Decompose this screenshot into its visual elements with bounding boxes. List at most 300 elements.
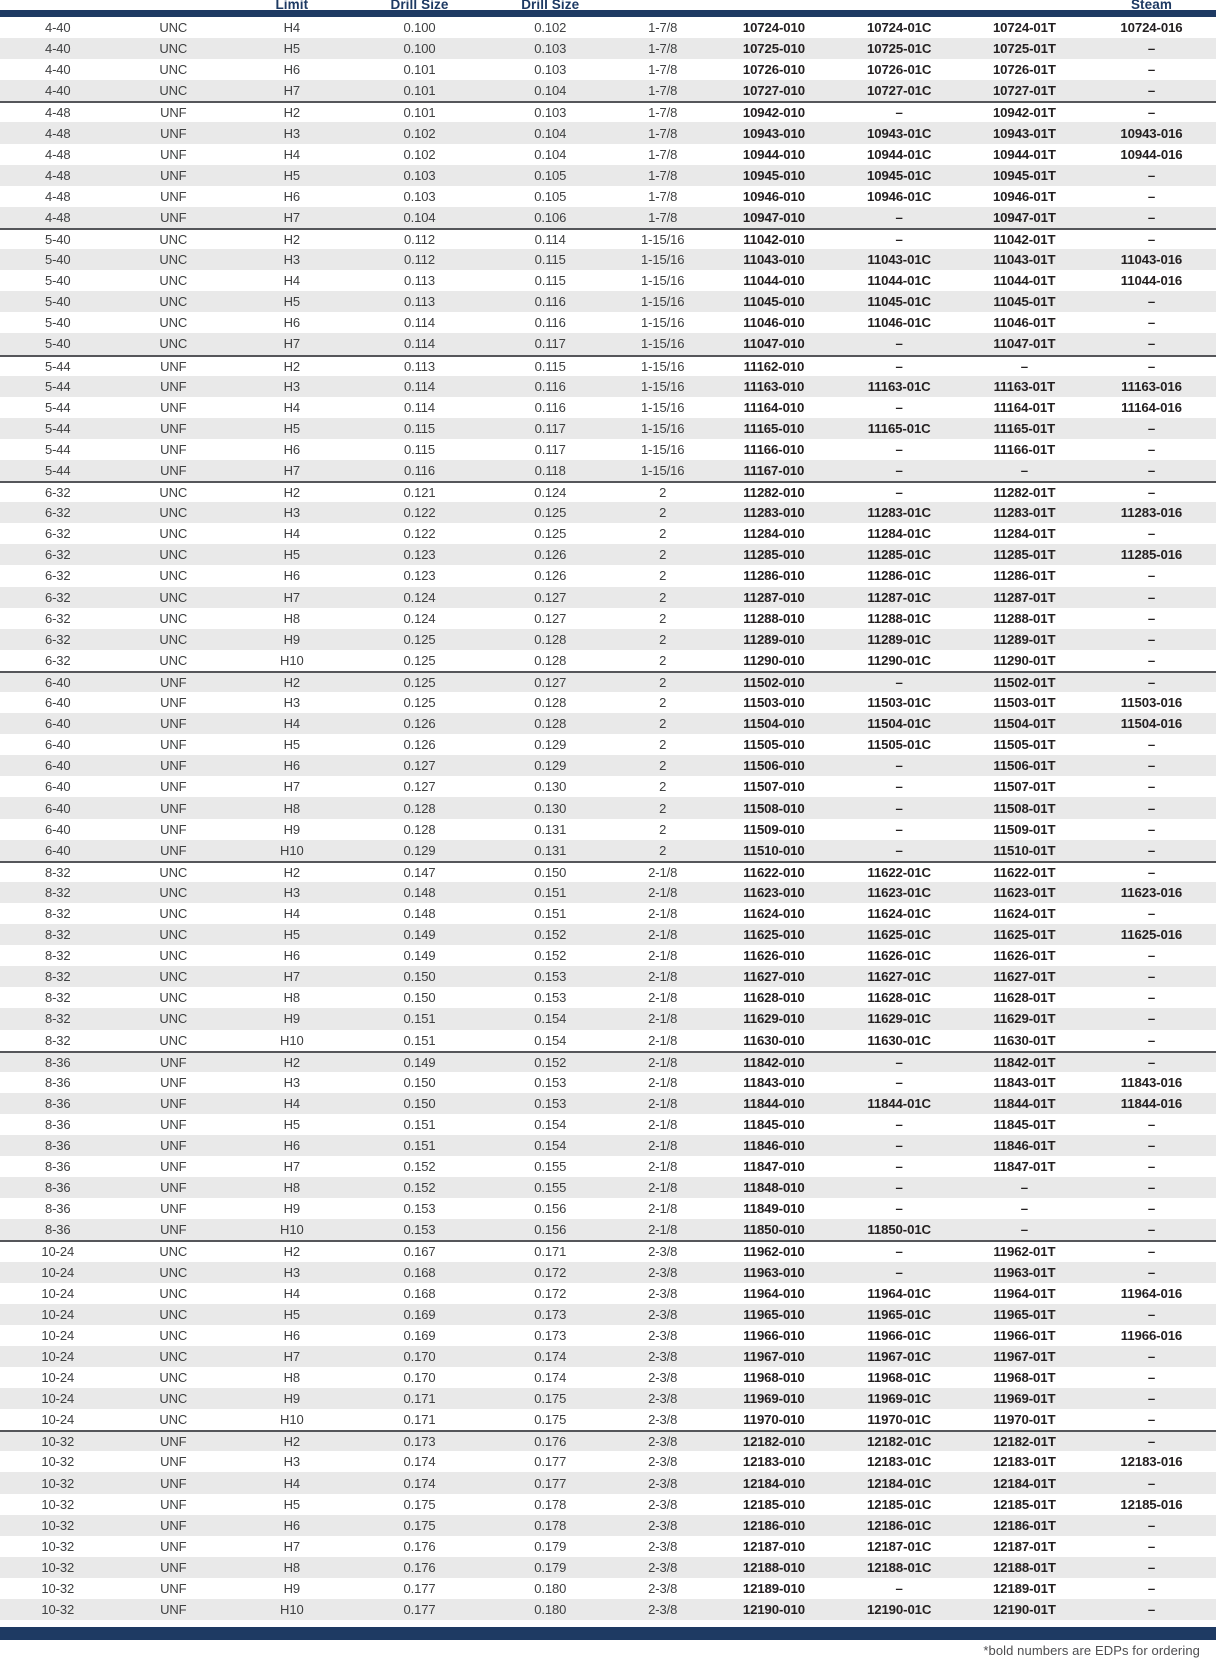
table-row: [0, 966, 1216, 987]
cell-edp-plug: 11968-010: [743, 1370, 805, 1386]
cell-edp-01c: 12185-01C: [866, 1496, 932, 1512]
table-row: [0, 776, 1216, 797]
table-row: [0, 1557, 1216, 1578]
cell-drill-size-max: 0.153: [534, 969, 567, 985]
cell-drill-size-min: 0.176: [403, 1538, 436, 1554]
cell-drill-size-max: 0.124: [534, 485, 567, 501]
cell-thread-size: 8-32: [44, 884, 71, 900]
cell-limit: H2: [283, 1434, 301, 1450]
cell-edp-plug: 11165-010: [743, 420, 805, 436]
cell-thread-series: UNF: [160, 1475, 187, 1491]
cell-edp-plug: 12187-010: [742, 1538, 806, 1554]
cell-overall-length: 1-15/16: [640, 231, 685, 247]
cell-thread-series: UNF: [160, 1434, 187, 1450]
cell-limit: H8: [283, 990, 301, 1006]
cell-drill-size-min: 0.151: [403, 1116, 436, 1132]
cell-edp-plug: 12186-010: [742, 1517, 806, 1533]
cell-edp-plug: 11850-010: [743, 1222, 805, 1238]
cell-drill-size-max: 0.128: [534, 695, 567, 711]
cell-edp-01t: 10945-01T: [992, 167, 1056, 183]
cell-edp-steam: 11283-016: [1120, 505, 1183, 521]
cell-edp-01t: 11844-01T: [993, 1095, 1056, 1111]
cell-edp-01t: 10947-01T: [992, 209, 1056, 225]
cell-limit: H3: [283, 1264, 301, 1280]
cell-edp-plug: 11842-010: [743, 1054, 805, 1070]
cell-edp-plug: 11042-010: [743, 231, 805, 247]
cell-edp-01t: 11630-01T: [993, 1032, 1056, 1048]
column-header-blank-1: [116, 0, 232, 12]
cell-thread-size: 5-44: [44, 420, 71, 436]
cell-edp-plug: 11290-010: [743, 652, 805, 668]
cell-drill-size-max: 0.155: [534, 1159, 567, 1175]
cell-overall-length: 2: [659, 779, 667, 795]
cell-drill-size-max: 0.178: [534, 1496, 567, 1512]
cell-overall-length: 1-7/8: [648, 41, 678, 57]
cell-thread-size: 6-40: [44, 821, 71, 837]
cell-drill-size-max: 0.116: [534, 294, 566, 310]
cell-drill-size-max: 0.175: [534, 1391, 567, 1407]
cell-edp-plug: 11970-010: [743, 1412, 805, 1428]
cell-drill-size-min: 0.104: [403, 209, 436, 225]
cell-edp-plug: 11506-010: [743, 758, 805, 774]
cell-edp-01t: 11628-01T: [993, 990, 1056, 1006]
cell-edp-steam: –: [1147, 463, 1156, 479]
cell-limit: H8: [283, 800, 301, 816]
table-row: [0, 122, 1216, 143]
cell-edp-plug: 11502-010: [743, 674, 805, 690]
cell-thread-series: UNF: [160, 800, 187, 816]
cell-edp-plug: 11848-010: [743, 1180, 805, 1196]
cell-edp-plug: 11623-010: [743, 884, 805, 900]
cell-thread-series: UNF: [160, 1180, 187, 1196]
cell-limit: H10: [280, 1602, 304, 1618]
cell-edp-01c: 10944-01C: [866, 146, 932, 162]
table-row: [0, 1072, 1216, 1093]
cell-drill-size-min: 0.126: [403, 737, 436, 753]
table-row: [0, 544, 1216, 565]
cell-overall-length: 2-1/8: [648, 1116, 678, 1132]
cell-edp-steam: –: [1147, 105, 1156, 121]
cell-overall-length: 2-1/8: [648, 1180, 678, 1196]
cell-thread-series: UNC: [159, 1327, 188, 1343]
cell-drill-size-max: 0.125: [534, 505, 567, 521]
table-row: [0, 59, 1216, 80]
cell-drill-size-min: 0.128: [403, 800, 436, 816]
table-row: [0, 671, 1216, 692]
cell-overall-length: 2: [659, 547, 667, 563]
table-row: [0, 1367, 1216, 1388]
cell-thread-size: 8-36: [44, 1222, 71, 1238]
cell-edp-steam: –: [1147, 737, 1156, 753]
cell-drill-size-min: 0.101: [403, 62, 436, 78]
table-row: [0, 840, 1216, 861]
cell-edp-steam: –: [1147, 1244, 1156, 1260]
cell-edp-plug: 11846-010: [743, 1138, 805, 1154]
cell-edp-01c: 11504-01C: [867, 716, 931, 732]
cell-overall-length: 1-15/16: [640, 294, 685, 310]
cell-limit: H4: [283, 20, 301, 36]
cell-edp-steam: –: [1147, 1559, 1156, 1575]
cell-edp-plug: 10946-010: [742, 188, 806, 204]
cell-edp-01t: 11965-01T: [993, 1306, 1056, 1322]
cell-limit: H9: [283, 1580, 301, 1596]
cell-overall-length: 1-7/8: [648, 188, 678, 204]
cell-edp-01c: 11625-01C: [867, 927, 931, 943]
cell-drill-size-min: 0.152: [403, 1159, 436, 1175]
cell-overall-length: 2-1/8: [648, 1095, 678, 1111]
cell-drill-size-max: 0.117: [534, 441, 566, 457]
cell-drill-size-max: 0.127: [534, 674, 567, 690]
table-row: [0, 1409, 1216, 1430]
table-row: [0, 1198, 1216, 1219]
cell-overall-length: 2: [659, 589, 667, 605]
cell-edp-steam: –: [1147, 969, 1156, 985]
cell-edp-01c: –: [895, 485, 903, 501]
cell-edp-01t: 11287-01T: [993, 589, 1056, 605]
table-row: [0, 1283, 1216, 1304]
cell-drill-size-max: 0.102: [534, 20, 567, 36]
cell-edp-01c: –: [895, 1138, 903, 1154]
table-row: [0, 165, 1216, 186]
cell-drill-size-min: 0.116: [403, 463, 436, 479]
cell-thread-size: 5-40: [44, 294, 71, 310]
cell-overall-length: 1-15/16: [640, 336, 685, 352]
cell-edp-steam: –: [1147, 358, 1156, 374]
cell-edp-plug: 11164-010: [743, 399, 805, 415]
cell-drill-size-min: 0.113: [403, 358, 436, 374]
cell-overall-length: 2-3/8: [648, 1391, 678, 1407]
cell-thread-size: 4-40: [44, 62, 71, 78]
cell-edp-01c: –: [895, 1580, 903, 1596]
cell-edp-01t: 11507-01T: [993, 779, 1056, 795]
cell-thread-series: UNC: [159, 905, 188, 921]
cell-edp-01t: 11510-01T: [993, 842, 1056, 858]
cell-edp-steam: –: [1147, 231, 1156, 247]
cell-edp-steam: –: [1147, 758, 1156, 774]
cell-edp-plug: 12188-010: [742, 1559, 806, 1575]
cell-limit: H2: [283, 674, 301, 690]
cell-edp-01t: 11845-01T: [993, 1116, 1056, 1132]
cell-limit: H9: [283, 1011, 301, 1027]
cell-overall-length: 2: [659, 800, 667, 816]
cell-edp-01c: 11850-01C: [867, 1222, 931, 1238]
cell-edp-01c: 11046-01C: [867, 315, 931, 331]
cell-overall-length: 2: [659, 737, 667, 753]
cell-thread-series: UNC: [159, 884, 188, 900]
cell-drill-size-min: 0.125: [403, 652, 436, 668]
cell-edp-steam: 10943-016: [1120, 125, 1183, 141]
cell-thread-series: UNC: [159, 547, 188, 563]
cell-drill-size-max: 0.176: [534, 1434, 567, 1450]
cell-drill-size-min: 0.127: [403, 758, 436, 774]
cell-edp-01t: 10725-01T: [992, 41, 1056, 57]
cell-edp-01c: 12186-01C: [866, 1517, 932, 1533]
cell-edp-plug: 10725-010: [742, 41, 806, 57]
cell-drill-size-min: 0.151: [403, 1032, 436, 1048]
cell-limit: H7: [283, 336, 301, 352]
cell-thread-series: UNC: [159, 1011, 188, 1027]
cell-overall-length: 2-3/8: [648, 1517, 678, 1533]
column-header-limit-2: Limit: [275, 0, 309, 12]
cell-edp-01t: 12183-01T: [992, 1454, 1056, 1470]
cell-edp-01c: 11045-01C: [867, 294, 931, 310]
cell-edp-01c: –: [895, 441, 903, 457]
table-row: [0, 1177, 1216, 1198]
cell-thread-series: UNC: [159, 1348, 188, 1364]
cell-edp-01c: –: [895, 336, 903, 352]
cell-thread-size: 8-36: [44, 1054, 71, 1070]
cell-thread-size: 6-40: [44, 779, 71, 795]
cell-edp-01c: 12182-01C: [866, 1434, 932, 1450]
table-row: [0, 1451, 1216, 1472]
cell-edp-01c: 10945-01C: [866, 167, 932, 183]
cell-limit: H3: [283, 1074, 301, 1090]
table-row: [0, 1472, 1216, 1493]
cell-edp-plug: 12190-010: [742, 1602, 806, 1618]
cell-edp-01t: 11045-01T: [993, 294, 1056, 310]
cell-drill-size-max: 0.177: [534, 1454, 567, 1470]
cell-edp-plug: 11847-010: [743, 1159, 805, 1175]
cell-overall-length: 2: [659, 716, 667, 732]
cell-edp-01t: 11047-01T: [993, 336, 1056, 352]
cell-drill-size-min: 0.171: [403, 1391, 436, 1407]
cell-edp-steam: 11966-016: [1120, 1327, 1183, 1343]
cell-drill-size-max: 0.104: [534, 83, 567, 99]
table-row: [0, 882, 1216, 903]
table-row: [0, 1262, 1216, 1283]
cell-limit: H4: [283, 273, 301, 289]
cell-drill-size-min: 0.151: [403, 1011, 436, 1027]
cell-thread-size: 4-48: [44, 125, 71, 141]
cell-thread-series: UNC: [159, 631, 188, 647]
cell-edp-steam: –: [1147, 441, 1156, 457]
cell-edp-01t: 11164-01T: [993, 399, 1056, 415]
cell-drill-size-min: 0.175: [403, 1496, 436, 1512]
cell-overall-length: 1-15/16: [640, 399, 685, 415]
cell-limit: H6: [283, 1517, 301, 1533]
cell-drill-size-max: 0.150: [534, 864, 567, 880]
cell-edp-01c: 11844-01C: [867, 1095, 931, 1111]
cell-edp-01c: –: [895, 231, 903, 247]
cell-edp-plug: 11503-010: [743, 695, 805, 711]
cell-drill-size-max: 0.156: [534, 1222, 567, 1238]
cell-thread-size: 5-44: [44, 378, 71, 394]
cell-edp-01c: 10726-01C: [866, 62, 932, 78]
cell-overall-length: 1-7/8: [648, 83, 678, 99]
cell-edp-01c: –: [895, 1264, 903, 1280]
table-row: [0, 1135, 1216, 1156]
cell-edp-01c: 11163-01C: [867, 378, 931, 394]
cell-edp-plug: 11287-010: [743, 589, 805, 605]
cell-drill-size-min: 0.103: [403, 167, 436, 183]
table-row: [0, 1030, 1216, 1051]
cell-edp-01t: 12190-01T: [992, 1602, 1056, 1618]
cell-thread-size: 10-32: [41, 1496, 75, 1512]
cell-drill-size-max: 0.152: [534, 948, 567, 964]
cell-drill-size-max: 0.180: [534, 1602, 567, 1618]
table-row: [0, 1114, 1216, 1135]
cell-thread-series: UNF: [160, 1054, 187, 1070]
cell-edp-01c: –: [895, 463, 903, 479]
cell-edp-plug: 11289-010: [743, 631, 805, 647]
cell-overall-length: 2: [659, 526, 667, 542]
cell-thread-series: UNC: [159, 1370, 188, 1386]
cell-limit: H10: [280, 1032, 304, 1048]
cell-thread-series: UNC: [159, 231, 188, 247]
cell-drill-size-min: 0.114: [403, 399, 436, 415]
cell-overall-length: 2-3/8: [648, 1306, 678, 1322]
cell-thread-series: UNC: [159, 1285, 188, 1301]
cell-edp-plug: 11163-010: [743, 378, 805, 394]
table-row: [0, 397, 1216, 418]
cell-drill-size-min: 0.170: [403, 1348, 436, 1364]
cell-drill-size-min: 0.127: [403, 779, 436, 795]
cell-edp-steam: –: [1147, 1602, 1156, 1618]
cell-edp-01c: 12187-01C: [866, 1538, 932, 1554]
table-row: [0, 734, 1216, 755]
cell-drill-size-min: 0.150: [403, 990, 436, 1006]
cell-edp-01c: –: [895, 358, 903, 374]
cell-thread-series: UNF: [160, 1580, 187, 1596]
cell-drill-size-max: 0.114: [534, 231, 566, 247]
cell-edp-01c: 11623-01C: [867, 884, 931, 900]
cell-edp-01t: 11502-01T: [993, 674, 1056, 690]
cell-limit: H7: [283, 463, 301, 479]
cell-edp-steam: 11843-016: [1120, 1074, 1183, 1090]
cell-edp-steam: –: [1147, 315, 1156, 331]
cell-thread-size: 6-32: [44, 526, 71, 542]
cell-thread-series: UNC: [159, 990, 188, 1006]
cell-edp-01c: 11630-01C: [867, 1032, 931, 1048]
cell-drill-size-max: 0.180: [534, 1580, 567, 1596]
cell-edp-plug: 12184-010: [742, 1475, 806, 1491]
cell-thread-size: 5-40: [44, 231, 71, 247]
cell-edp-steam: –: [1147, 674, 1156, 690]
cell-edp-01c: 10727-01C: [866, 83, 932, 99]
cell-drill-size-max: 0.103: [534, 41, 567, 57]
cell-overall-length: 2-3/8: [648, 1538, 678, 1554]
table-row: [0, 587, 1216, 608]
cell-thread-series: UNF: [160, 125, 187, 141]
cell-overall-length: 2: [659, 695, 667, 711]
cell-edp-plug: 11845-010: [743, 1116, 805, 1132]
cell-drill-size-max: 0.104: [534, 125, 567, 141]
cell-edp-plug: 11843-010: [743, 1074, 805, 1090]
cell-edp-01t: 10726-01T: [992, 62, 1056, 78]
cell-drill-size-max: 0.104: [534, 146, 567, 162]
cell-edp-01t: –: [1020, 1222, 1029, 1238]
cell-edp-01c: –: [895, 800, 903, 816]
cell-edp-01t: 11285-01T: [993, 547, 1056, 563]
cell-edp-01c: 10946-01C: [866, 188, 932, 204]
table-row: [0, 924, 1216, 945]
cell-thread-series: UNC: [159, 1306, 188, 1322]
cell-overall-length: 2: [659, 821, 667, 837]
cell-overall-length: 2: [659, 568, 667, 584]
cell-drill-size-max: 0.174: [534, 1370, 567, 1386]
cell-edp-plug: 10726-010: [742, 62, 806, 78]
cell-limit: H5: [283, 1116, 301, 1132]
cell-edp-plug: 11504-010: [743, 716, 805, 732]
cell-edp-01c: –: [895, 209, 903, 225]
cell-thread-series: UNC: [159, 20, 188, 36]
cell-thread-series: UNC: [159, 864, 188, 880]
cell-overall-length: 2: [659, 485, 667, 501]
cell-thread-size: 8-32: [44, 969, 71, 985]
cell-thread-size: 6-32: [44, 547, 71, 563]
cell-limit: H4: [283, 1475, 301, 1491]
cell-edp-01c: 12184-01C: [866, 1475, 932, 1491]
cell-edp-steam: 11623-016: [1120, 884, 1183, 900]
cell-edp-steam: –: [1147, 1391, 1156, 1407]
cell-limit: H3: [283, 252, 301, 268]
cell-overall-length: 2-3/8: [648, 1370, 678, 1386]
cell-edp-01c: –: [895, 779, 903, 795]
cell-overall-length: 2-3/8: [648, 1244, 678, 1260]
cell-edp-plug: 10945-010: [742, 167, 806, 183]
cell-thread-size: 10-32: [41, 1538, 75, 1554]
cell-thread-size: 10-24: [41, 1306, 75, 1322]
cell-edp-plug: 11288-010: [743, 610, 805, 626]
table-row: [0, 312, 1216, 333]
cell-edp-01c: 11627-01C: [867, 969, 931, 985]
cell-drill-size-max: 0.178: [534, 1517, 567, 1533]
cell-edp-01t: 10943-01T: [992, 125, 1056, 141]
cell-drill-size-min: 0.148: [403, 884, 436, 900]
cell-edp-01c: 11289-01C: [867, 631, 931, 647]
cell-overall-length: 1-7/8: [648, 146, 678, 162]
cell-thread-size: 6-40: [44, 737, 71, 753]
cell-thread-size: 6-32: [44, 589, 71, 605]
table-row: [0, 355, 1216, 376]
cell-thread-series: UNC: [159, 62, 188, 78]
cell-drill-size-min: 0.113: [403, 273, 436, 289]
cell-drill-size-min: 0.170: [403, 1370, 436, 1386]
cell-edp-plug: 11965-010: [743, 1306, 805, 1322]
cell-thread-size: 6-32: [44, 485, 71, 501]
cell-drill-size-max: 0.130: [534, 779, 567, 795]
cell-edp-01c: 12188-01C: [866, 1559, 932, 1575]
cell-drill-size-min: 0.169: [403, 1306, 436, 1322]
cell-edp-01c: 11505-01C: [867, 737, 931, 753]
cell-drill-size-max: 0.154: [534, 1011, 567, 1027]
table-row: [0, 439, 1216, 460]
cell-edp-steam: –: [1147, 188, 1156, 204]
cell-drill-size-min: 0.177: [403, 1602, 436, 1618]
cell-edp-plug: 12182-010: [742, 1434, 806, 1450]
cell-drill-size-max: 0.115: [534, 252, 566, 268]
cell-edp-01t: 11042-01T: [993, 231, 1056, 247]
cell-thread-size: 8-36: [44, 1138, 71, 1154]
table-row: [0, 291, 1216, 312]
cell-thread-series: UNF: [160, 1517, 187, 1533]
cell-thread-series: UNC: [159, 610, 188, 626]
cell-edp-01t: 10727-01T: [992, 83, 1056, 99]
cell-edp-01c: –: [895, 674, 903, 690]
cell-thread-size: 10-32: [41, 1475, 75, 1491]
cell-edp-01c: 11622-01C: [867, 864, 931, 880]
cell-drill-size-min: 0.114: [403, 378, 436, 394]
cell-edp-01c: –: [895, 1159, 903, 1175]
cell-edp-01t: 12182-01T: [992, 1434, 1056, 1450]
cell-overall-length: 2-1/8: [648, 990, 678, 1006]
cell-thread-size: 8-36: [44, 1095, 71, 1111]
table-row: [0, 1219, 1216, 1240]
cell-thread-series: UNC: [159, 485, 188, 501]
cell-drill-size-min: 0.100: [403, 20, 436, 36]
cell-thread-size: 6-32: [44, 610, 71, 626]
cell-edp-plug: 10727-010: [742, 83, 806, 99]
